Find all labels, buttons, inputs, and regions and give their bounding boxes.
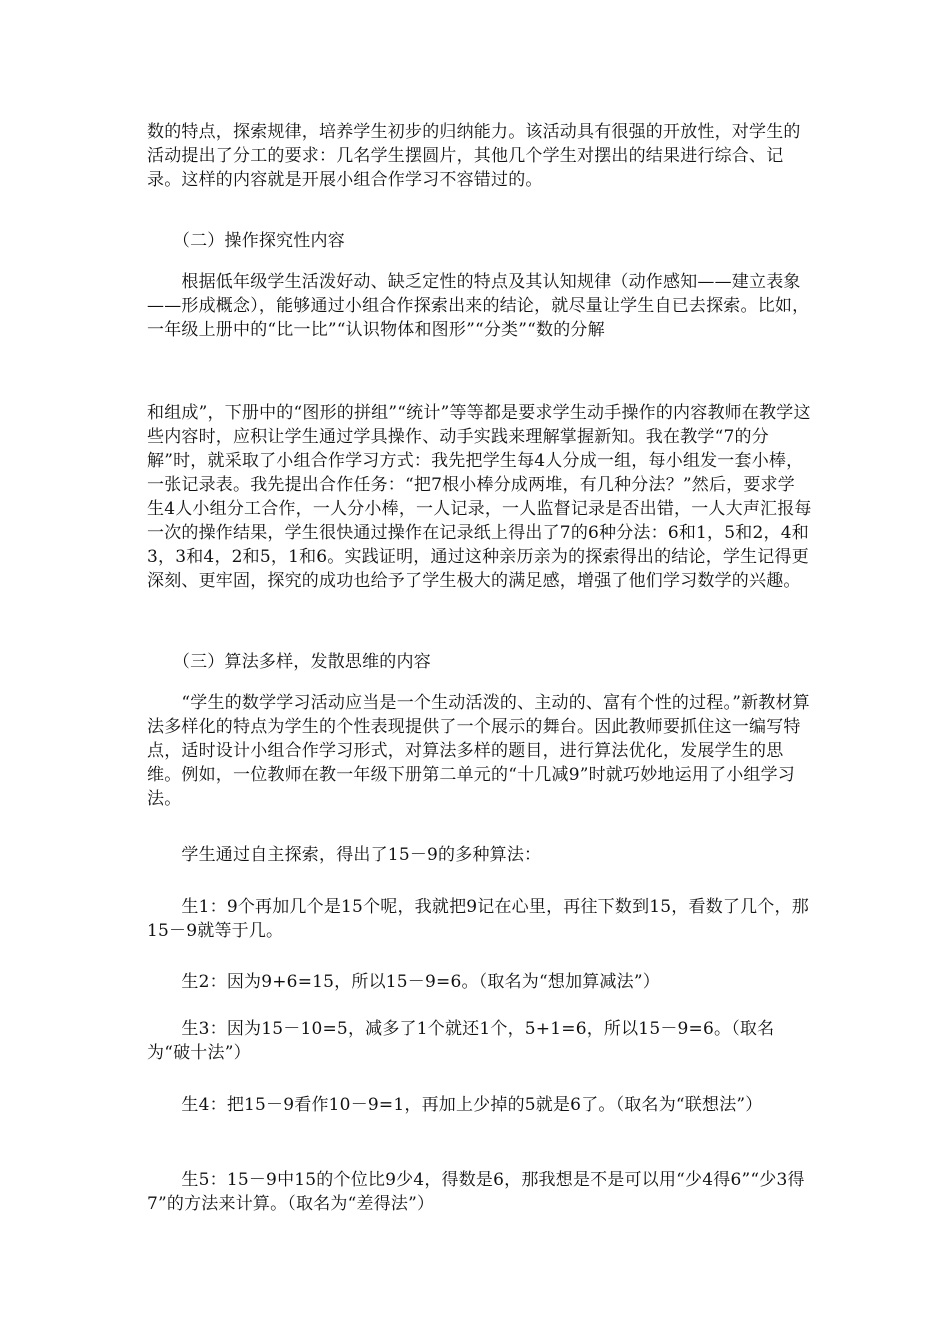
paragraph-5: “学生的数学学习活动应当是一个生动活泼的、主动的、富有个性的过程。”新教材算法多样化的特点为学生的个性表现提供了一个展示的舞台。因此教师要抓住这一编写特点，适时设计小组合作学习形式，对算法多样的题目，进行算法优化，发展学生的思维。例如，一位教师在教一年级下册第二单元的“十几减9”时就巧妙地运用了小组学习法。	[147, 693, 810, 809]
heading-2: （二）操作探究性内容	[147, 231, 345, 251]
paragraph-10: 生4：把15－9看作10－9=1，再加上少掉的5就是6了。（取名为“联想法”）	[147, 1095, 763, 1115]
heading-3: （三）算法多样，发散思维的内容	[147, 652, 431, 672]
paragraph-6: 学生通过自主探索，得出了15－9的多种算法：	[147, 845, 542, 865]
paragraph-8: 生2：因为9+6=15，所以15－9=6。（取名为“想加算减法”）	[147, 972, 660, 992]
paragraph-4: 和组成”，下册中的“图形的拼组”“统计”等等都是要求学生动手操作的内容教师在教学这些内容时，应积让学生通过学具操作、动手实践来理解掌握新知。我在教学“7的分解”时，就采取了小组合作学习方式：我先把学生每4人分成一组，每小组发一套小棒，一张记录表。我先提出合作任务：“把7根小棒分成两堆，有几种分法？”然后，要求学生4人小组分工合作，一人分小棒，一人记录，一人监督记录是否出错，一人大声汇报每一次的操作结果，学生很快通过操作在记录纸上得出了7的6种分法：6和1，5和2，4和3，3和4，2和5，1和6。实践证明，通过这种亲历亲为的探索得出的结论，学生记得更深刻、更牢固，探究的成功也给予了学生极大的满足感，增强了他们学习数学的兴趣。	[147, 403, 812, 591]
paragraph-3: 根据低年级学生活泼好动、缺乏定性的特点及其认知规律（动作感知——建立表象——形成概念），能够通过小组合作探索出来的结论，就尽量让学生自已去探索。比如，一年级上册中的“比一比”“认识物体和图形”“分类”“数的分解	[147, 272, 810, 340]
paragraph-11: 生5：15－9中15的个位比9少4，得数是6，那我想是不是可以用“少4得6”“少3得7”的方法来计算。（取名为“差得法”）	[147, 1170, 805, 1214]
paragraph-9: 生3：因为15－10=5，减多了1个就还1个，5+1=6，所以15－9=6。（取名为“破十法”）	[147, 1019, 775, 1063]
paragraph-7: 生1：9个再加几个是15个呢，我就把9记在心里，再往下数到15，看数了几个，那15－9就等于几。	[147, 897, 809, 941]
paragraph-1: 数的特点，探索规律，培养学生初步的归纳能力。该活动具有很强的开放性，对学生的活动提出了分工的要求：几名学生摆圆片，其他几个学生对摆出的结果进行综合、记录。这样的内容就是开展小组合作学习不容错过的。	[147, 122, 801, 190]
